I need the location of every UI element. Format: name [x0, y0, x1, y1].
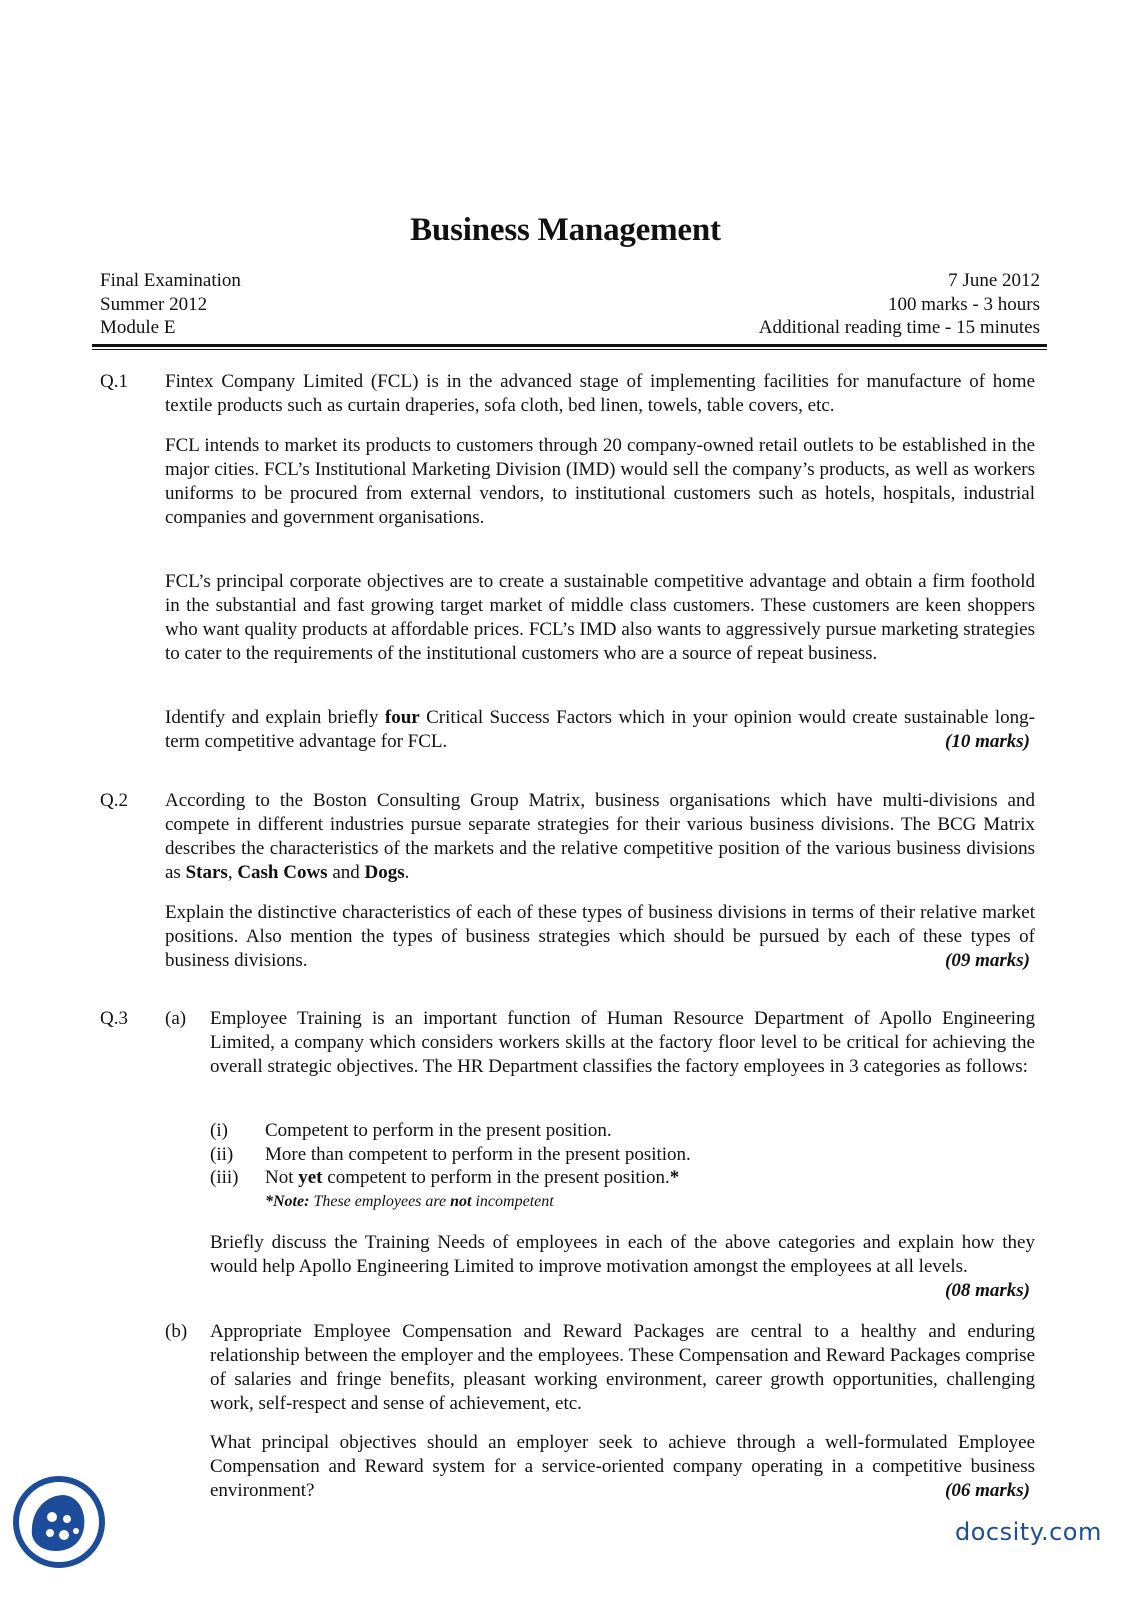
q3b-task [210, 1431, 1035, 1503]
q1-paragraph-1: Fintex Company Limited (FCL) is in the advanced stage of implementing facilities for manufacture of home textile products such as curtain draperies, sofa cloth, bed linen, towels, table covers, etc. [165, 371, 1035, 416]
list-item-text: Competent to perform in the present position. [265, 1120, 612, 1141]
q3b-task-text: What principal objectives should an employer seek to achieve through a well-formulated Employee Compensation and Reward system for a service-oriented company operating in a competitive business environment? [210, 1432, 1035, 1501]
question-number: Q.3 [100, 1008, 128, 1029]
footnote-marker: * [669, 1167, 680, 1188]
question-number: Q.2 [100, 790, 128, 811]
footnote-label: *Note: [265, 1193, 310, 1210]
bcg-stars: Stars [185, 862, 228, 883]
q2-paragraph-1 [165, 789, 1035, 885]
q2-marks: (09 marks) [945, 950, 1030, 971]
question-number: Q.1 [100, 371, 128, 392]
q1-task-text-b: Critical Success Factors which in your opinion would create sustainable long-term competitive advantage for FCL. [165, 707, 1035, 752]
item3-emphasis: yet [298, 1167, 323, 1188]
exam-module: Module E [100, 317, 176, 338]
footnote-emphasis: not [450, 1193, 472, 1210]
q2-text: According to the Boston Consulting Group Matrix, business organisations which have multi-divisions and compete in different industries pursue separate strategies for their various business divisions. The BCG Matrix describes the characteristics of the markets and the relative competitive position of the various business divisions as [165, 790, 1035, 883]
q3a-task [210, 1231, 1035, 1303]
bcg-cash-cows: Cash Cows [237, 862, 328, 883]
page-title: Business Management [410, 212, 721, 248]
q1-paragraph-2: FCL intends to market its products to customers through 20 company-owned retail outlets to be established in the major cities. FCL’s Institutional Marketing Division (IMD) would sell the company’s products, as well as workers uniforms to be procured from external vendors, to institutional customers such as hotels, hospitals, industrial companies and government organisations. [165, 435, 1035, 528]
exam-marks-duration: 100 marks - 3 hours [888, 294, 1040, 315]
q3a-marks: (08 marks) [945, 1280, 1030, 1301]
footnote [265, 1192, 554, 1212]
q3b-paragraph-1: Appropriate Employee Compensation and Reward Packages are central to a healthy and enduring relationship between the employer and the employees. These Compensation and Reward Packages comprise of salaries and fringe benefits, pleasant working environment, career growth opportunities, challenging work, self-respect and sense of achievement, etc. [210, 1321, 1035, 1414]
q3a-paragraph-1: Employee Training is an important function of Human Resource Department of Apollo Engineering Limited, a company which considers workers skills at the factory floor level to be critical for achieving the overall strategic objectives. The HR Department classifies the factory employees in 3 categories as follows: [210, 1008, 1035, 1077]
header-rule-thick [92, 344, 1047, 347]
q2-sep: and [327, 862, 365, 883]
docsity-logo-icon [12, 1475, 107, 1570]
list-item-text [265, 1166, 679, 1190]
list-item-number: (iii) [210, 1167, 239, 1188]
item3-text-b: competent to perform in the present position. [322, 1167, 670, 1188]
list-item-number: (ii) [210, 1143, 234, 1165]
docsity-watermark[interactable]: docsity.com [955, 1518, 1102, 1546]
q3-part-b-label: (b) [165, 1321, 188, 1342]
q2-sep: , [227, 862, 238, 883]
q3a-task-text: Briefly discuss the Training Needs of employees in each of the above categories and explain how they would help Apollo Engineering Limited to improve motivation amongst the employees at all levels. [210, 1232, 1035, 1277]
q1-task-text-a: Identify and explain briefly [165, 707, 385, 728]
q2-sep: . [404, 862, 410, 883]
exam-session: Summer 2012 [100, 294, 208, 315]
q2-task [165, 901, 1035, 973]
list-item-number: (i) [210, 1120, 228, 1141]
q1-marks: (10 marks) [945, 731, 1030, 752]
q1-paragraph-3: FCL’s principal corporate objectives are to create a sustainable competitive advantage and obtain a firm foothold in the substantial and fast growing target market of middle class customers. These customers are keen shoppers who want quality products at affordable prices. FCL’s IMD also wants to aggressively pursue marketing strategies to cater to the requirements of the institutional customers who are a source of repeat business. [165, 571, 1035, 664]
q1-task-emphasis: four [384, 707, 420, 728]
q1-task [165, 706, 1035, 754]
exam-type: Final Examination [100, 270, 241, 291]
header-rule-thin [92, 349, 1047, 350]
q2-task-text: Explain the distinctive characteristics of each of these types of business divisions in terms of their relative market positions. Also mention the types of business strategies which should be pursued by each of these types of business divisions. [165, 902, 1035, 971]
exam-date: 7 June 2012 [948, 270, 1040, 291]
bcg-dogs: Dogs [364, 862, 405, 883]
q3-part-a-label: (a) [165, 1008, 187, 1029]
list-item-text: More than competent to perform in the present position. [265, 1143, 691, 1165]
q3b-marks: (06 marks) [945, 1480, 1030, 1501]
footnote-text-b: incompetent [471, 1193, 554, 1210]
item3-text-a: Not [265, 1167, 299, 1188]
reading-time: Additional reading time - 15 minutes [758, 317, 1040, 338]
footnote-text-a: These employees are [309, 1193, 451, 1210]
